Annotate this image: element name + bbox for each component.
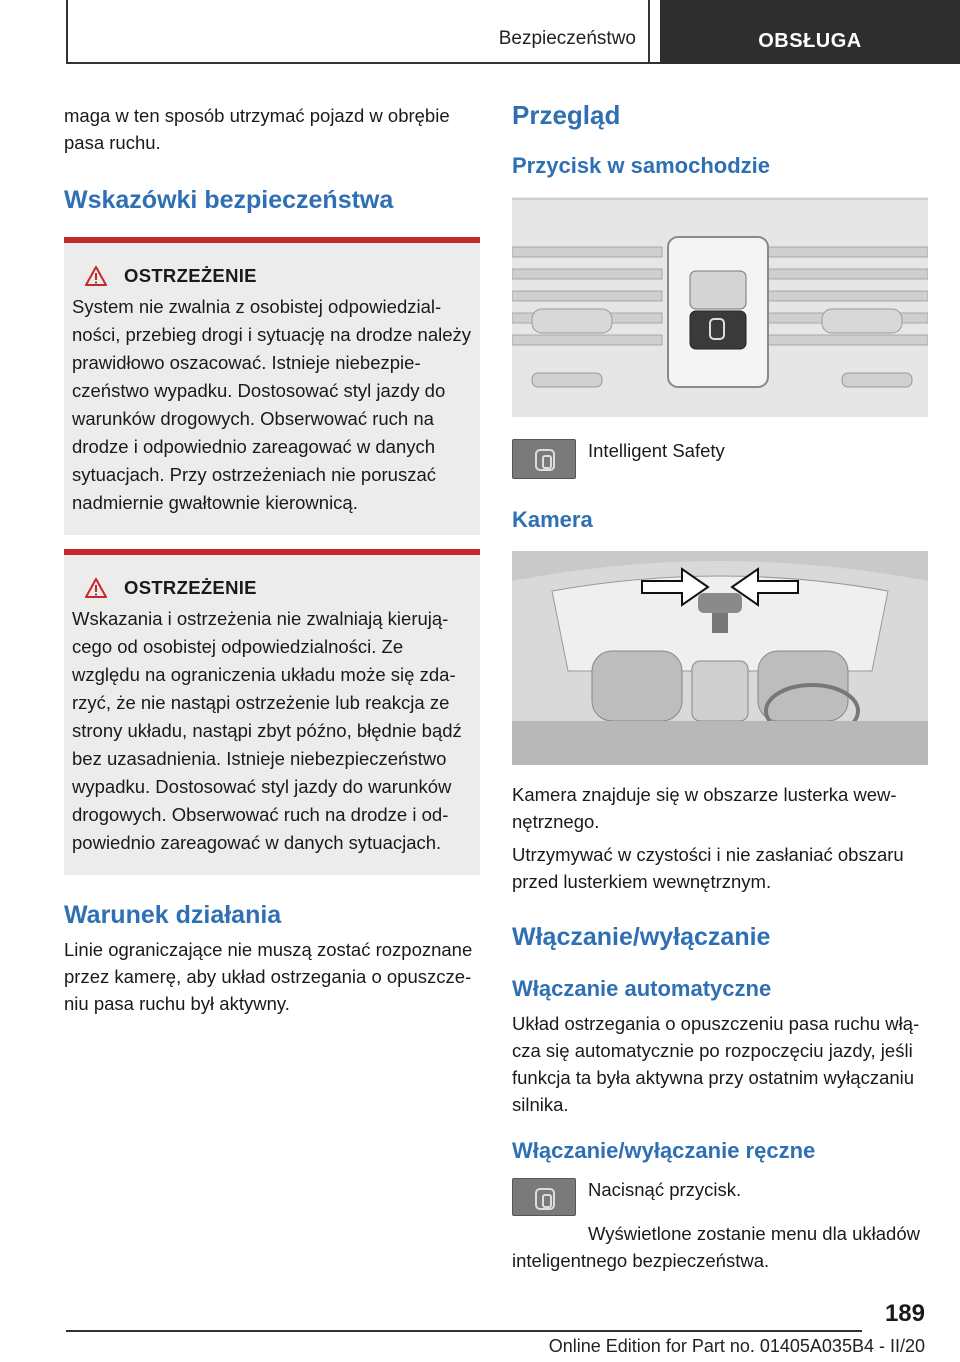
warning-triangle-icon bbox=[84, 265, 108, 287]
warning-box-1 bbox=[64, 237, 480, 535]
heading-camera: Kamera bbox=[512, 507, 593, 532]
dashboard-button-photo bbox=[512, 197, 928, 417]
footer-edition: Online Edition for Part no. 01405A035B4 - II/20 bbox=[548, 1336, 925, 1356]
intro-paragraph: maga w ten sposób utrzymać pojazd w obrębie pasa ruchu. bbox=[64, 105, 450, 153]
button-legend-row bbox=[512, 439, 928, 479]
intelligent-safety-button-icon[interactable] bbox=[512, 439, 576, 479]
warning-text: Wskazania i ostrzeżenia nie zwalniają kierującego od osobistej odpowiedzialności. Ze względu na ograniczenia układu może się zdarzyć, że nie nastąpi ostrzeżenie lub reakcja ze strony układu, nastąpi zbyt późno, błędnie bądź bez uzasadnienia. Istnieje niebezpieczeństwo wypadku. Dostosować styl jazdy do warunków drogowych. Obserwować ruch na drodze i odpowiednio zareagować w danych sytuacjach. bbox=[72, 608, 462, 853]
camera-location-text: Kamera znajduje się w obszarze lusterka wewnętrznego. bbox=[512, 784, 897, 832]
right-column bbox=[512, 100, 928, 1274]
intelligent-safety-button-icon[interactable] bbox=[512, 1178, 576, 1216]
button-label: Intelligent Safety bbox=[588, 440, 725, 461]
warning-triangle-icon bbox=[84, 577, 108, 599]
warning-box-2 bbox=[64, 549, 480, 875]
warning-title: OSTRZEŻENIE bbox=[124, 265, 257, 286]
header-chapter-tab[interactable]: OBSŁUGA bbox=[660, 0, 960, 64]
auto-on-text: Układ ostrzegania o opuszczeniu pasa ruchu włącza się automatycznie po rozpoczęciu jazdy, jeśli funkcja ta była aktywna przy ostatnim wyłączaniu silnika. bbox=[512, 1013, 920, 1115]
camera-clean-text: Utrzymywać w czystości i nie zasłaniać obszaru przed lusterkiem wewnętrznym. bbox=[512, 844, 904, 892]
header-bottom-rule bbox=[66, 62, 660, 64]
header-divider bbox=[648, 0, 650, 64]
heading-safety: Wskazówki bezpieczeństwa bbox=[64, 186, 394, 214]
heading-manual-on-off: Włączanie/wyłączanie ręczne bbox=[512, 1138, 816, 1163]
heading-auto-on: Włączanie automatyczne bbox=[512, 976, 772, 1001]
header-section-title: Bezpieczeństwo bbox=[498, 28, 636, 49]
warning-title: OSTRZEŻENIE bbox=[124, 577, 257, 598]
dashboard-vents-illustration bbox=[512, 197, 928, 417]
footer-rule bbox=[66, 1330, 862, 1332]
heading-on-off: Włączanie/wyłączanie bbox=[512, 923, 771, 951]
condition-paragraph: Linie ograniczające nie muszą zostać rozpoznane przez kamerę, aby układ ostrzegania o opuszczeniu pasa ruchu był aktywny. bbox=[64, 939, 473, 1014]
manual-step-row bbox=[512, 1178, 928, 1216]
left-column bbox=[64, 100, 480, 1017]
windshield-camera-illustration bbox=[512, 551, 928, 765]
heading-button-in-car: Przycisk w samochodzie bbox=[512, 153, 770, 178]
manual-step-press: Nacisnąć przycisk. bbox=[588, 1179, 742, 1200]
heading-overview: Przegląd bbox=[512, 100, 621, 130]
manual-step-menu: Wyświetlone zostanie menu dla układów inteligentnego bezpieczeństwa. bbox=[512, 1223, 920, 1271]
warning-text: System nie zwalnia z osobistej odpowiedzialności, przebieg drogi i sytuację na drodze należy prawidłowo oszacować. Istnieje niebezpieczeństwo wypadku. Dostosować styl jazdy do warunków drogowych. Obserwować ruch na drodze i odpowiednio zareagować w danych sytuacjach. Przy ostrzeżeniach nie poruszać nadmiernie gwałtownie kierownicą. bbox=[72, 296, 472, 513]
camera-photo bbox=[512, 551, 928, 765]
page-number: 189 bbox=[884, 1300, 925, 1327]
heading-condition: Warunek działania bbox=[64, 901, 282, 929]
